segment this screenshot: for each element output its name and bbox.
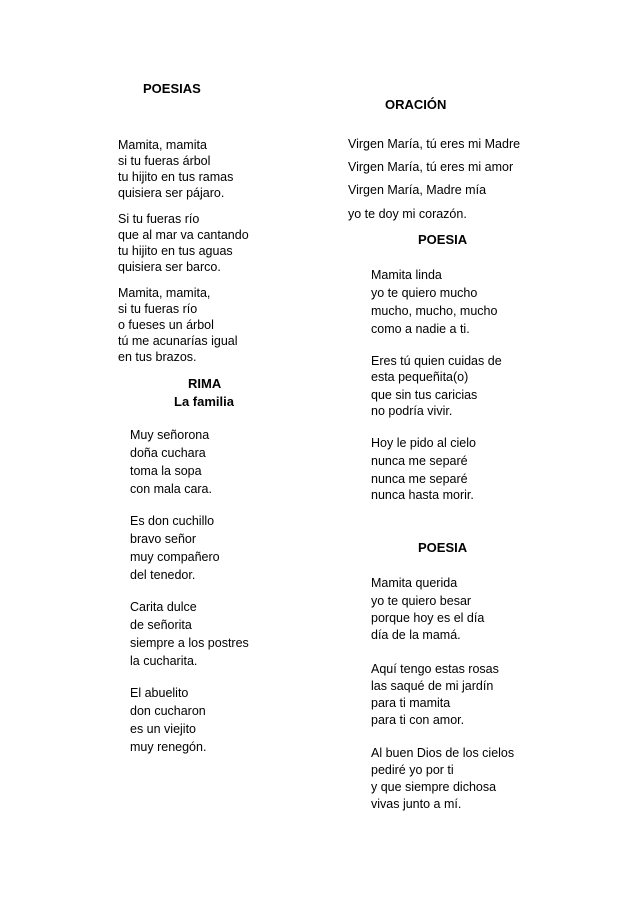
poesia-2-stanza-3-line-4: vivas junto a mí. [371, 797, 462, 811]
rima-title: RIMA [188, 376, 222, 391]
poesias-title: POESIAS [143, 81, 201, 96]
left-stanza-2-line-1: Si tu fueras río [118, 212, 200, 226]
poesia-1-stanza-2-line-2: esta pequeñita(o) [371, 370, 469, 384]
rima-stanza-3-line-3: siempre a los postres [130, 636, 249, 650]
poesia-2-stanza-2-line-4: para ti con amor. [371, 713, 465, 727]
poesia-1-stanza-1-line-3: mucho, mucho, mucho [371, 304, 498, 318]
poesia-1-stanza-2-line-1: Eres tú quien cuidas de [371, 354, 502, 368]
left-stanza-3-line-1: Mamita, mamita, [118, 286, 211, 300]
left-stanza-3-line-5: en tus brazos. [118, 350, 197, 364]
poesia-2-stanza-3-line-2: pediré yo por ti [371, 763, 454, 777]
left-stanza-1-line-3: tu hijito en tus ramas [118, 170, 234, 184]
oracion-line-2: Virgen María, tú eres mi amor [348, 160, 514, 174]
left-stanza-2-line-2: que al mar va cantando [118, 228, 249, 242]
poesia-1-stanza-1-line-1: Mamita linda [371, 268, 442, 282]
oracion-line-4: yo te doy mi corazón. [348, 207, 467, 221]
left-stanza-2-line-3: tu hijito en tus aguas [118, 244, 233, 258]
rima-stanza-4-line-2: don cucharon [130, 704, 206, 718]
rima-stanza-1-line-4: con mala cara. [130, 482, 212, 496]
poesia-2-stanza-1-line-3: porque hoy es el día [371, 611, 485, 625]
rima-subtitle: La familia [174, 394, 234, 409]
rima-stanza-4-line-1: El abuelito [130, 686, 189, 700]
rima-stanza-1-line-1: Muy señorona [130, 428, 210, 442]
left-stanza-3-line-2: si tu fueras río [118, 302, 198, 316]
left-stanza-3-line-4: tú me acunarías igual [118, 334, 238, 348]
poesia-2-stanza-1-line-2: yo te quiero besar [371, 594, 472, 608]
oracion-title: ORACIÓN [385, 97, 447, 112]
poesia-1-stanza-2-line-3: que sin tus caricias [371, 388, 478, 402]
poesia-1-stanza-3-line-2: nunca me separé [371, 454, 468, 468]
rima-stanza-2-line-4: del tenedor. [130, 568, 196, 582]
rima-stanza-3-line-4: la cucharita. [130, 654, 198, 668]
rima-stanza-4-line-4: muy renegón. [130, 740, 207, 754]
rima-stanza-1-line-2: doña cuchara [130, 446, 206, 460]
poesia-2-title: POESIA [418, 540, 468, 555]
oracion-line-1: Virgen María, tú eres mi Madre [348, 137, 521, 151]
poesia-2-stanza-1-line-4: día de la mamá. [371, 628, 461, 642]
poesia-2-stanza-3-line-1: Al buen Dios de los cielos [371, 746, 515, 760]
left-stanza-2-line-4: quisiera ser barco. [118, 260, 221, 274]
poesia-1-stanza-3-line-1: Hoy le pido al cielo [371, 436, 476, 450]
rima-stanza-1-line-3: toma la sopa [130, 464, 202, 478]
poesia-2-stanza-2-line-1: Aquí tengo estas rosas [371, 662, 499, 676]
poesia-1-stanza-3-line-4: nunca hasta morir. [371, 488, 474, 502]
poesia-2-stanza-2-line-3: para ti mamita [371, 696, 451, 710]
poesia-1-stanza-2-line-4: no podría vivir. [371, 404, 453, 418]
poesia-1-stanza-1-line-2: yo te quiero mucho [371, 286, 478, 300]
rima-stanza-4-line-3: es un viejito [130, 722, 197, 736]
poesia-2-stanza-3-line-3: y que siempre dichosa [371, 780, 497, 794]
poesia-2-stanza-1-line-1: Mamita querida [371, 576, 458, 590]
left-stanza-1-line-1: Mamita, mamita [118, 138, 207, 152]
rima-stanza-2-line-3: muy compañero [130, 550, 220, 564]
poesia-1-stanza-3-line-3: nunca me separé [371, 472, 468, 486]
rima-stanza-3-line-2: de señorita [130, 618, 192, 632]
left-stanza-3-line-3: o fueses un árbol [118, 318, 214, 332]
oracion-line-3: Virgen María, Madre mía [348, 183, 487, 197]
left-stanza-1-line-4: quisiera ser pájaro. [118, 186, 225, 200]
rima-stanza-3-line-1: Carita dulce [130, 600, 197, 614]
poesia-1-stanza-1-line-4: como a nadie a ti. [371, 322, 470, 336]
rima-stanza-2-line-1: Es don cuchillo [130, 514, 215, 528]
left-stanza-1-line-2: si tu fueras árbol [118, 154, 211, 168]
rima-stanza-2-line-2: bravo señor [130, 532, 197, 546]
poesia-1-title: POESIA [418, 232, 468, 247]
poesia-2-stanza-2-line-2: las saqué de mi jardín [371, 679, 494, 693]
